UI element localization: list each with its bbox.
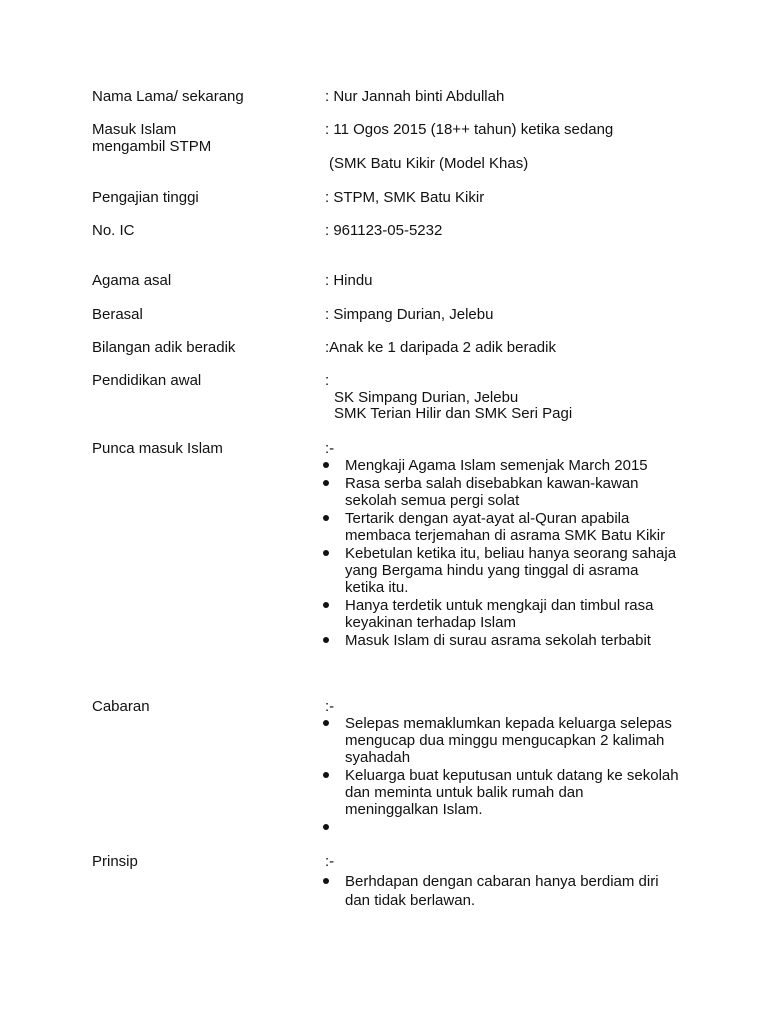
value-masuk-islam-school: (SMK Batu Kikir (Model Khas) — [329, 155, 529, 172]
bullet-icon — [323, 515, 329, 521]
list-item — [320, 545, 680, 596]
label-berasal: Berasal — [92, 306, 143, 323]
label-cabaran: Cabaran — [92, 698, 150, 715]
list-item — [320, 597, 680, 631]
list-item — [320, 510, 680, 544]
punca-marker: :- — [325, 440, 335, 457]
list-item-text: Selepas memaklumkan kepada keluarga selepas mengucap dua minggu mengucapkan 2 kalimah syahadah — [345, 715, 672, 766]
value-bilangan-adik-beradik: :Anak ke 1 daripada 2 adik beradik — [325, 339, 556, 356]
list-item — [320, 632, 680, 649]
value-no-ic: : 961123-05-5232 — [325, 222, 443, 239]
list-item — [320, 872, 680, 910]
list-item — [320, 475, 680, 509]
list-item — [320, 819, 680, 836]
cabaran-list — [320, 715, 680, 837]
list-item-text: Masuk Islam di surau asrama sekolah terbabit — [345, 632, 651, 649]
label-punca-masuk-islam: Punca masuk Islam — [92, 440, 223, 457]
prinsip-marker: :- — [325, 853, 335, 870]
bullet-icon — [323, 550, 329, 556]
value-school-primary: SK Simpang Durian, Jelebu — [334, 389, 519, 406]
label-no-ic: No. IC — [92, 222, 135, 239]
bullet-icon — [323, 772, 329, 778]
value-berasal: : Simpang Durian, Jelebu — [325, 306, 494, 323]
label-bilangan-adik-beradik: Bilangan adik beradik — [92, 339, 236, 356]
label-nama: Nama Lama/ sekarang — [92, 88, 244, 105]
bullet-icon — [323, 602, 329, 608]
value-masuk-islam-date: : 11 Ogos 2015 (18++ tahun) ketika sedang — [325, 121, 614, 138]
list-item-text: Mengkaji Agama Islam semenjak March 2015 — [345, 457, 648, 474]
bullet-icon — [323, 720, 329, 726]
prinsip-list — [320, 872, 680, 911]
label-agama-asal: Agama asal — [92, 272, 172, 289]
bullet-icon — [323, 462, 329, 468]
value-school-secondary: SMK Terian Hilir dan SMK Seri Pagi — [334, 405, 573, 422]
bullet-icon — [323, 637, 329, 643]
list-item-text: Keluarga buat keputusan untuk datang ke sekolah dan meminta untuk balik rumah dan meninggalkan Islam. — [345, 767, 679, 818]
list-item-text: Kebetulan ketika itu, beliau hanya seorang sahaja yang Bergama hindu yang tinggal di asrama ketika itu. — [345, 545, 677, 596]
bullet-icon — [323, 824, 329, 830]
label-prinsip: Prinsip — [92, 853, 138, 870]
list-item-text: Berhdapan dengan cabaran hanya berdiam diri dan tidak berlawan. — [345, 873, 659, 909]
label-pengajian-tinggi: Pengajian tinggi — [92, 189, 199, 206]
punca-list — [320, 457, 680, 650]
cabaran-marker: :- — [325, 698, 335, 715]
list-item — [320, 715, 680, 766]
value-pendidikan-awal-colon: : — [325, 372, 330, 389]
label-mengambil-stpm: mengambil STPM — [92, 138, 212, 155]
label-pendidikan-awal: Pendidikan awal — [92, 372, 202, 389]
value-pengajian-tinggi: : STPM, SMK Batu Kikir — [325, 189, 485, 206]
list-item-text: Tertarik dengan ayat-ayat al-Quran apabila membaca terjemahan di asrama SMK Batu Kikir — [345, 510, 666, 544]
bullet-icon — [323, 878, 329, 884]
value-nama: : Nur Jannah binti Abdullah — [325, 88, 505, 105]
bullet-icon — [323, 480, 329, 486]
list-item-text: Rasa serba salah disebabkan kawan-kawan sekolah semua pergi solat — [345, 475, 639, 509]
label-masuk-islam: Masuk Islam — [92, 121, 177, 138]
list-item-text: Hanya terdetik untuk mengkaji dan timbul rasa keyakinan terhadap Islam — [345, 597, 654, 631]
list-item — [320, 457, 680, 474]
list-item — [320, 767, 680, 818]
value-agama-asal: : Hindu — [325, 272, 373, 289]
